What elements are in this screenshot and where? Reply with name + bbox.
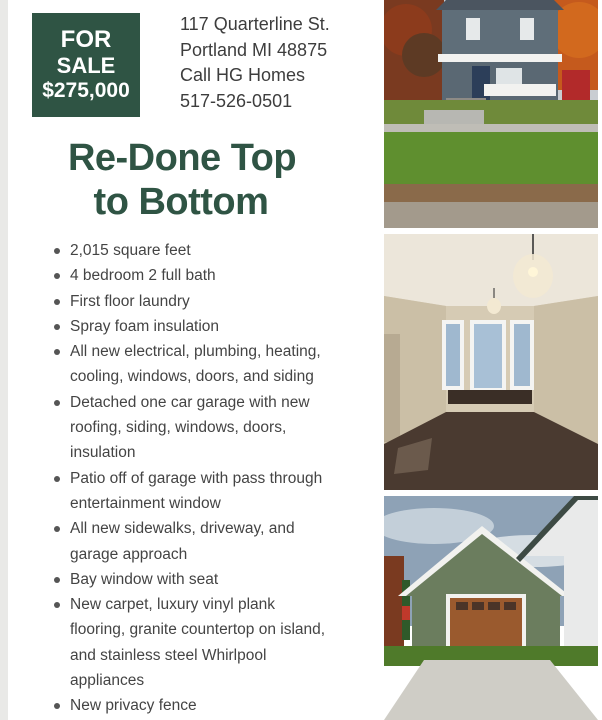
headline-line-2: to Bottom xyxy=(93,181,269,223)
feature-item xyxy=(52,491,342,516)
sale-price: $275,000 xyxy=(42,79,130,102)
feature-item xyxy=(52,567,342,592)
city-state-zip: Portland MI 48875 xyxy=(180,39,328,60)
feature-text: roofing, siding, windows, doors, xyxy=(70,419,287,437)
bullet-icon xyxy=(54,349,60,355)
phone-number: 517-526-0501 xyxy=(180,90,293,111)
feature-text: cooling, windows, doors, and siding xyxy=(70,368,314,386)
feature-text: 4 bedroom 2 full bath xyxy=(70,267,216,285)
feature-text: New carpet, luxury vinyl plank xyxy=(70,596,276,614)
feature-item xyxy=(52,466,342,491)
street-address: 117 Quarterline St. xyxy=(180,14,330,34)
garage-image xyxy=(384,496,598,720)
feature-text: Bay window with seat xyxy=(70,570,219,588)
page-left-margin xyxy=(0,0,8,720)
bullet-icon xyxy=(54,476,60,482)
feature-item xyxy=(52,263,342,288)
for-sale-line-2: SALE xyxy=(56,53,116,78)
agency-name: Call HG Homes xyxy=(180,65,306,85)
feature-text: 2,015 square feet xyxy=(70,242,191,259)
for-sale-line-1: FOR xyxy=(60,26,112,53)
contact-block xyxy=(180,12,330,114)
bullet-icon xyxy=(54,400,60,406)
feature-text: and stainless steel Whirlpool xyxy=(70,646,267,664)
feature-text: appliances xyxy=(70,672,145,690)
feature-item xyxy=(52,516,342,541)
feature-text: garage approach xyxy=(70,545,188,563)
garage-photo xyxy=(384,496,598,720)
house-exterior-photo xyxy=(384,0,598,228)
feature-text: flooring, granite countertop on island, xyxy=(70,621,326,639)
feature-item xyxy=(52,643,342,668)
house-exterior-image xyxy=(384,0,598,228)
feature-text: entertainment window xyxy=(70,494,221,512)
feature-item xyxy=(52,542,342,567)
feature-item xyxy=(52,440,342,465)
bullet-icon xyxy=(54,324,60,330)
feature-item xyxy=(52,238,342,263)
page-right-margin xyxy=(598,0,602,720)
interior-photo xyxy=(384,234,598,490)
bullet-icon xyxy=(54,703,60,709)
headline-line-1: Re-Done Top xyxy=(67,137,297,179)
feature-text: First floor laundry xyxy=(70,292,190,310)
feature-item xyxy=(52,314,342,339)
feature-item xyxy=(52,415,342,440)
feature-item xyxy=(52,617,342,642)
bullet-icon xyxy=(54,273,60,279)
interior-image xyxy=(384,234,598,490)
feature-text: All new electrical, plumbing, heating, xyxy=(70,343,321,361)
feature-item xyxy=(52,339,342,364)
feature-text: All new sidewalks, driveway, and xyxy=(70,520,295,538)
feature-item xyxy=(52,693,342,718)
bullet-icon xyxy=(54,577,60,583)
bullet-icon xyxy=(54,602,60,608)
feature-text: Patio off of garage with pass through xyxy=(70,469,323,487)
feature-text: Detached one car garage with new xyxy=(70,393,310,411)
bullet-icon xyxy=(54,248,60,254)
feature-text: Spray foam insulation xyxy=(70,317,220,335)
feature-item xyxy=(52,592,342,617)
feature-list xyxy=(52,238,342,719)
feature-item xyxy=(52,289,342,314)
feature-item xyxy=(52,390,342,415)
feature-text: insulation xyxy=(70,444,136,462)
for-sale-badge xyxy=(32,13,140,117)
feature-item xyxy=(52,668,342,693)
bullet-icon xyxy=(54,526,60,532)
feature-item xyxy=(52,364,342,389)
bullet-icon xyxy=(54,299,60,305)
feature-text: New privacy fence xyxy=(70,697,197,715)
